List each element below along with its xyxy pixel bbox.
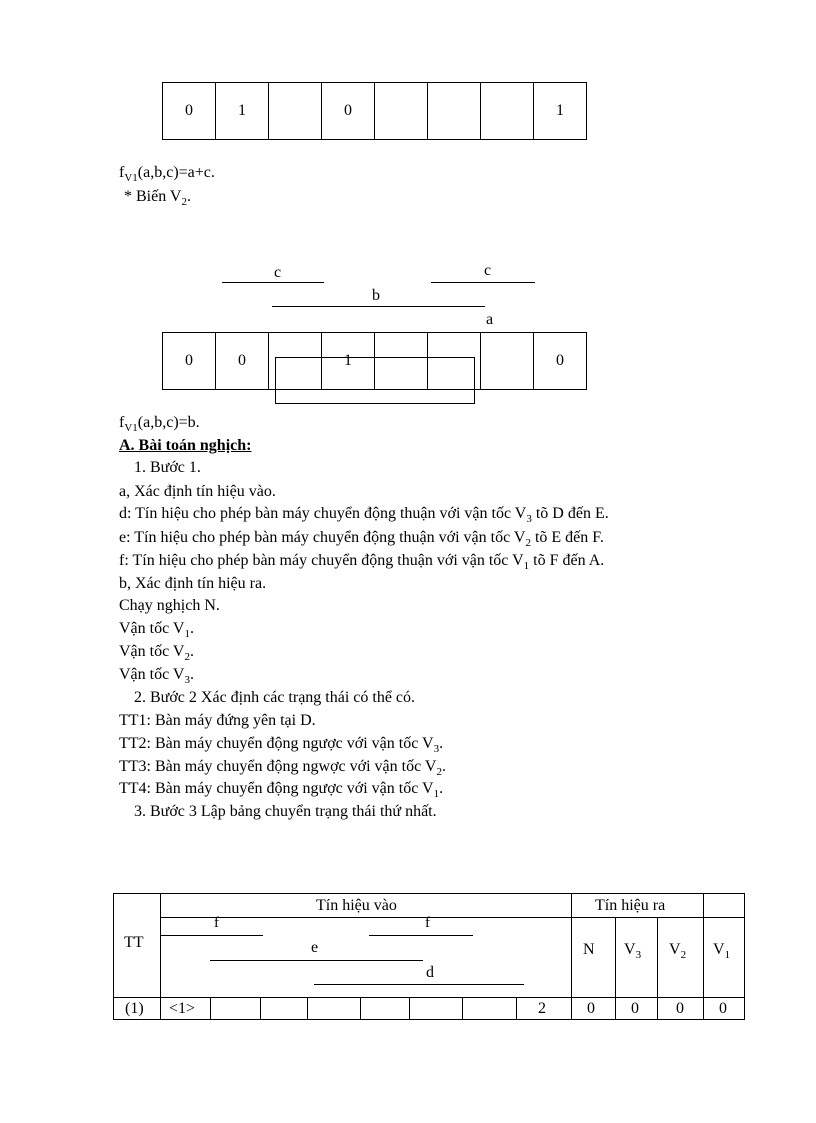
table-divider [160, 894, 161, 1020]
text-line: e: Tín hiệu cho phép bàn máy chuyển động thuận với vận tốc $V_2$ tõ E đến F. [119, 529, 604, 549]
variable-v2-heading: * Biến $V_2$. [124, 188, 191, 208]
input-label-f-right: f [425, 915, 430, 931]
kmap2-cell: 0 [534, 332, 587, 390]
table-divider [615, 918, 616, 1020]
text-line: Chạy nghịch N. [119, 597, 220, 614]
text-line: d: Tín hiệu cho phép bàn máy chuyển động thuận với vận tốc $V_3$ tõ D đến E. [119, 505, 609, 525]
text-line: a, Xác định tín hiệu vào. [119, 483, 276, 500]
table-divider [409, 997, 410, 1020]
formula-fv1-2: $f_{V1}(a,b,c)=b$. [119, 414, 200, 434]
kmap2-bar-c-left [222, 282, 324, 283]
text-line: b, Xác định tín hiệu ra. [119, 575, 267, 592]
kmap2-bar-c-right [431, 282, 535, 283]
text-line: Vận tốc $V_2$. [119, 643, 194, 663]
kmap1-cell [481, 82, 534, 140]
row1-input-cell: <1> [169, 1000, 196, 1017]
text-line: 1. Bước 1. [134, 459, 201, 476]
header-outputs: Tín hiệu ra [595, 897, 666, 914]
table-divider [516, 997, 517, 1020]
input-bar-f-left [160, 935, 263, 936]
row1-input-cell: 2 [538, 1000, 546, 1017]
input-bar-e [210, 960, 423, 961]
kmap2-label-b: b [372, 287, 380, 304]
input-label-f-left: f [214, 915, 219, 931]
text-line: TT4: Bàn máy chuyển động ngược với vận tốc $V_1$. [119, 780, 444, 800]
text-line: f: Tín hiệu cho phép bàn máy chuyển động thuận với vận tốc $V_1$ tõ F đến A. [119, 552, 605, 572]
kmap1-cell: 1 [216, 82, 269, 140]
header-inputs: Tín hiệu vào [316, 897, 397, 914]
state-table [113, 893, 745, 1020]
kmap2-cell: 0 [163, 332, 216, 390]
kmap2-cell: 1 [322, 332, 375, 390]
kmap2-grouping-loop [275, 357, 475, 404]
kmap1-cell: 0 [322, 82, 375, 140]
kmap1-cell [375, 82, 428, 140]
text-line: Vận tốc $V_1$. [119, 620, 194, 640]
table-divider [307, 997, 308, 1020]
table-divider [210, 997, 211, 1020]
table-divider [703, 894, 704, 1020]
kmap2-label-c-left: c [274, 264, 282, 281]
table-divider [462, 997, 463, 1020]
text-line: TT3: Bàn máy chuyển động ngwợc với vận tốc $V_2$. [119, 758, 446, 778]
kmap1-cell [269, 82, 322, 140]
table-divider [571, 894, 572, 1020]
text-line: Vận tốc $V_3$. [119, 666, 194, 686]
kmap2-label-c-right: c [484, 262, 492, 279]
text-line: TT2: Bàn máy chuyển động ngược với vận tốc $V_3$. [119, 735, 444, 755]
row1-tt: (1) [125, 1000, 144, 1017]
kmap1-cell: 0 [163, 82, 216, 140]
text-line: TT1: Bàn máy đứng yên tại D. [119, 712, 316, 729]
table-divider [114, 997, 744, 998]
output-header-v2: $V_2$ [669, 941, 687, 961]
input-label-d: d [426, 964, 434, 981]
text-line: 3. Bước 3 Lập bảng chuyển trạng thái thứ nhất. [134, 803, 437, 820]
output-header-v3: $V_3$ [624, 941, 642, 961]
row1-output-cell: 0 [719, 1000, 727, 1017]
output-header-v1: $V_1$ [713, 941, 731, 961]
section-heading: A. Bài toán nghịch: [119, 437, 252, 454]
output-header-n: N [583, 941, 595, 958]
kmap2-bar-b [272, 306, 485, 307]
table-divider [657, 918, 658, 1020]
karnaugh-map-1 [162, 82, 587, 140]
row1-output-cell: 0 [676, 1000, 684, 1017]
kmap2-cell [481, 332, 534, 390]
table-divider [360, 997, 361, 1020]
row1-output-cell: 0 [631, 1000, 639, 1017]
formula-fv1-1: $f_{V1}(a,b,c)=a+c$. [119, 164, 215, 184]
table-divider [160, 917, 745, 918]
text-line: 2. Bước 2 Xác định các trạng thái có thể có. [134, 689, 416, 706]
kmap2-label-a: a [486, 311, 494, 328]
row1-output-cell: 0 [587, 1000, 595, 1017]
kmap2-cell: 0 [216, 332, 269, 390]
input-bar-f-right [369, 935, 473, 936]
kmap1-cell [428, 82, 481, 140]
kmap1-cell: 1 [534, 82, 587, 140]
input-label-e: e [311, 939, 319, 956]
header-tt: TT [124, 934, 144, 951]
table-divider [260, 997, 261, 1020]
input-bar-d [314, 984, 524, 985]
